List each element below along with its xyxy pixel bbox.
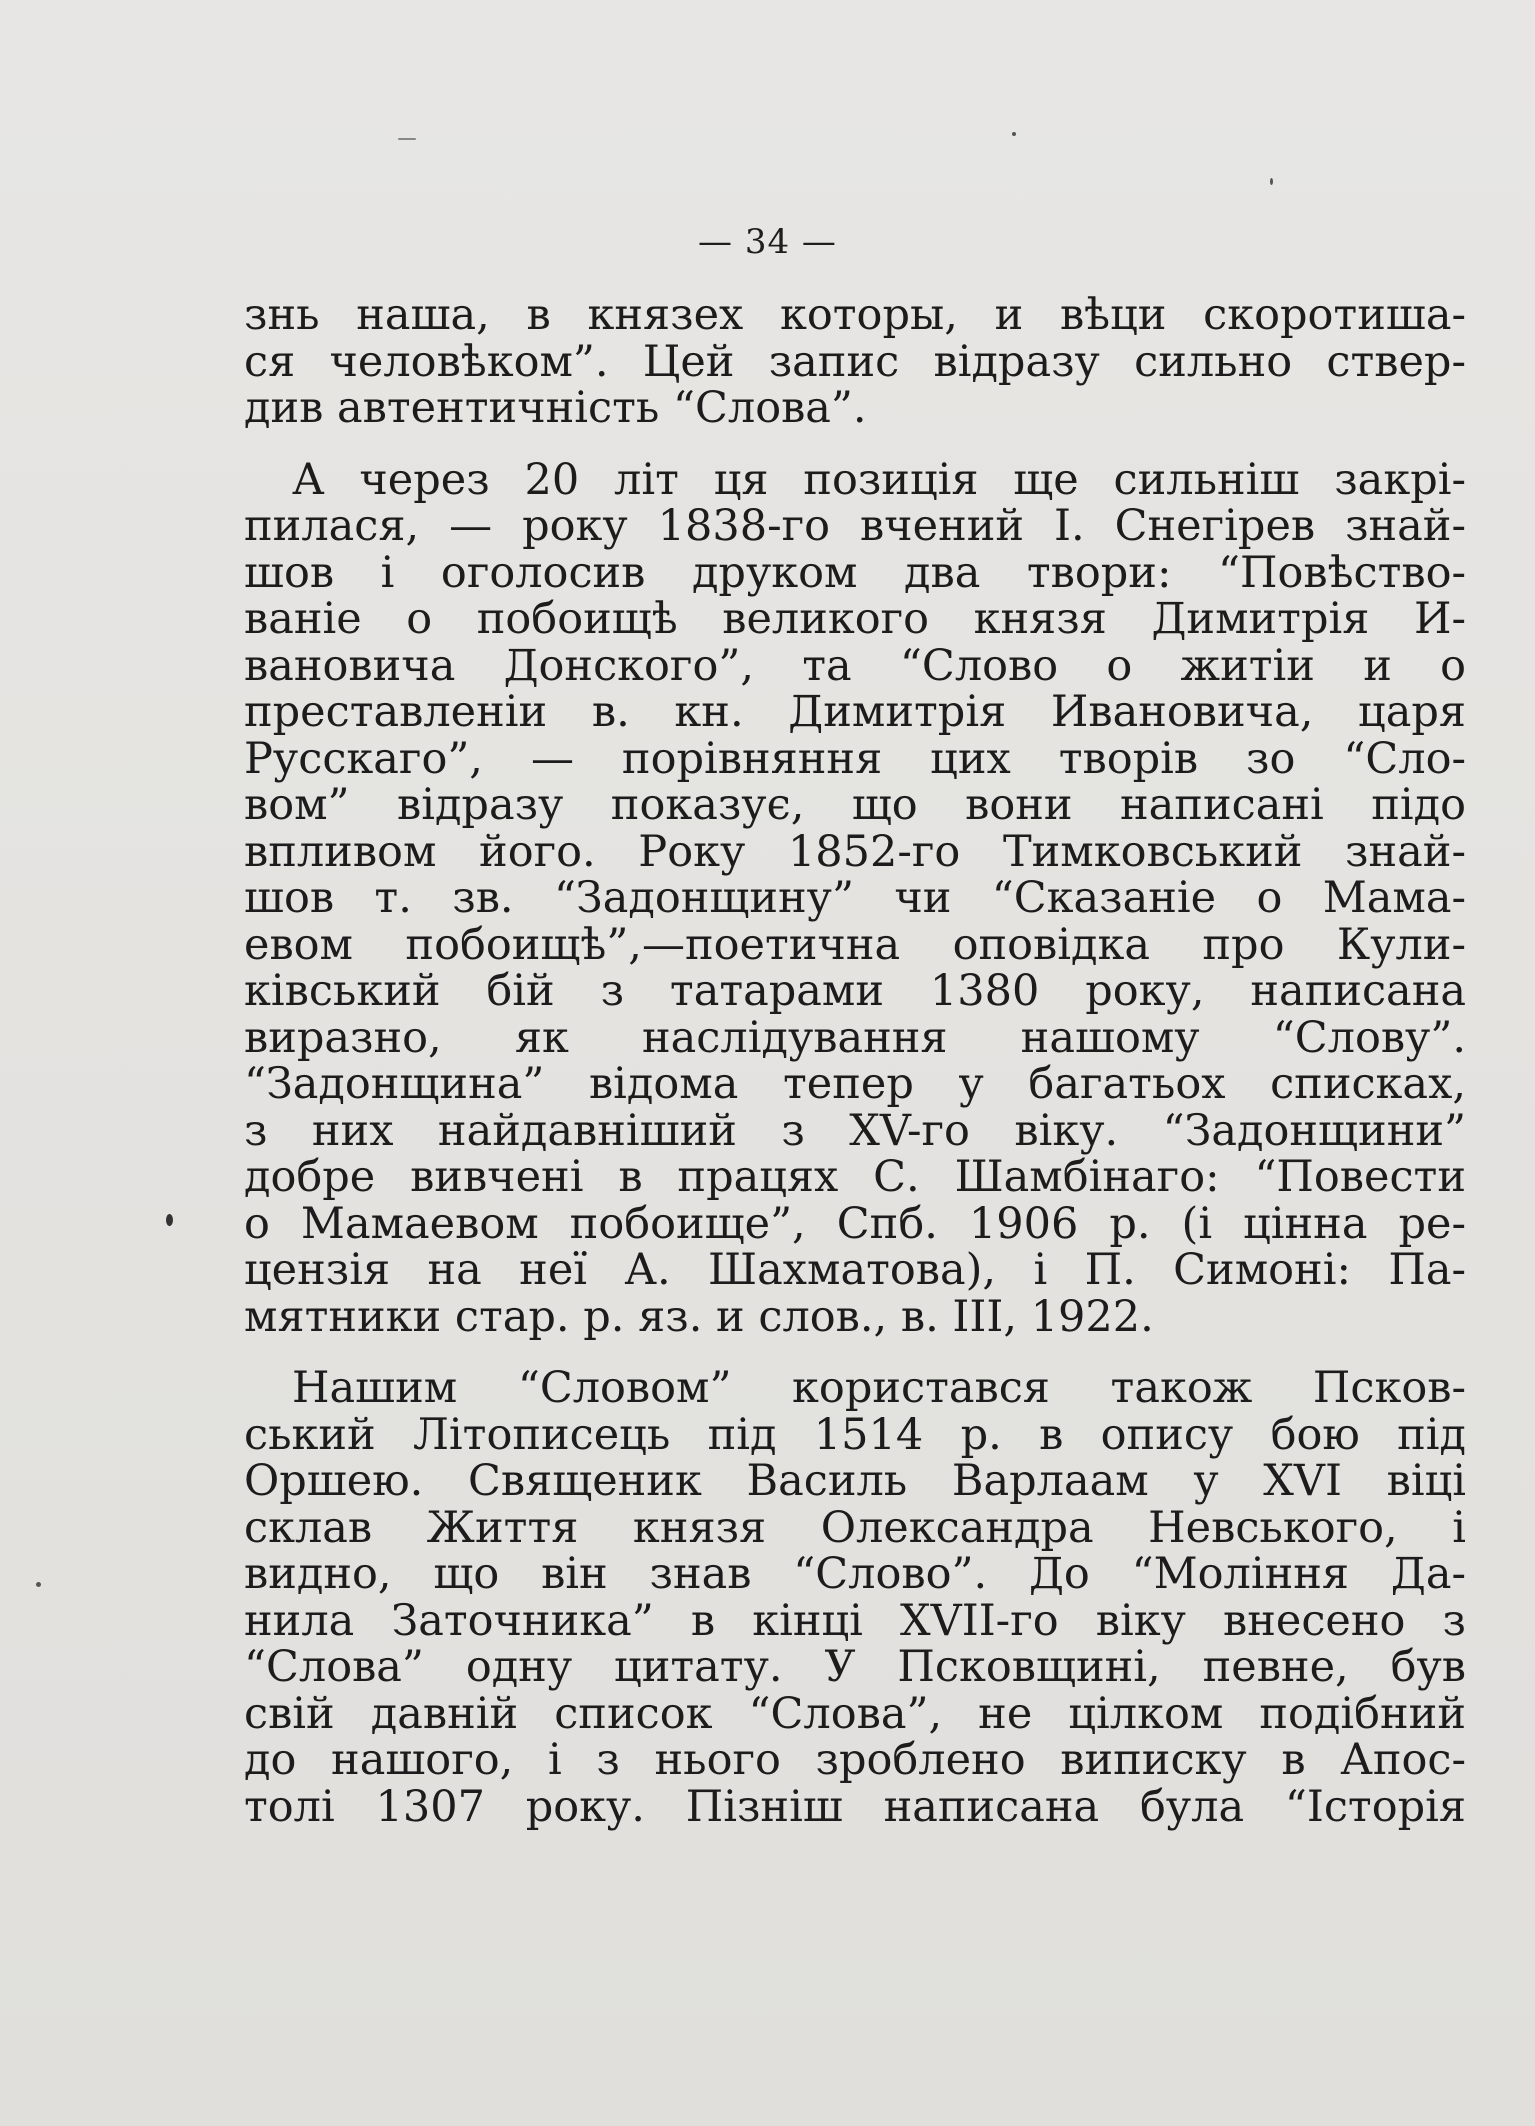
scan-speck <box>398 138 416 140</box>
text-line: з них найдавніший з XV-го віку. “Задонщини” <box>244 1105 1466 1156</box>
text-line: ся человѣком”. Цей запис відразу сильно ствер- <box>244 336 1466 387</box>
text-line: ківський бій з татарами 1380 року, написана <box>244 966 1466 1016</box>
text-line: о Мамаевом побоище”, Спб. 1906 р. (і цінна ре- <box>244 1198 1466 1249</box>
scan-speck <box>1012 132 1016 136</box>
text-line: шов і оголосив друком два твори: “Повѣство- <box>244 547 1466 598</box>
text-line: добре вивчені в працях С. Шамбінаго: “Повести <box>244 1152 1466 1202</box>
text-line: знь наша, в князех которы, и вѣци скоротиша- <box>244 290 1466 340</box>
text-line: склав Життя князя Олександра Невського, і <box>244 1502 1466 1553</box>
paragraph-1 <box>244 292 1466 432</box>
text-line: вановича Донского”, та “Слово о житіи и о <box>244 640 1466 691</box>
page-number: — 34 — <box>698 222 837 262</box>
text-line: нила Заточника” в кінці XVII-го віку внесено з <box>244 1595 1466 1646</box>
text-line: шов т. зв. “Задонщину” чи “Сказаніе о Мама- <box>244 873 1466 923</box>
paragraph-2 <box>244 454 1466 1342</box>
text-line: див автентичність “Слова”. <box>244 383 867 433</box>
text-line: А через 20 літ ця позиція ще сильніш закрі- <box>292 454 1466 505</box>
text-line: пилася, — року 1838-го вчений І. Снегірев знай- <box>244 501 1466 551</box>
scan-speck <box>1270 178 1273 185</box>
text-line: впливом його. Року 1852-го Тимковський знай- <box>244 826 1466 877</box>
body-text <box>244 292 1466 1830</box>
text-line: видно, що він знав “Слово”. До “Моління Да- <box>244 1549 1466 1599</box>
text-line: Русскаго”, — порівняння цих творів зо “Сло- <box>244 733 1466 784</box>
text-line: свій давній список “Слова”, не цілком подібний <box>244 1688 1466 1739</box>
paragraph-gap <box>244 432 1466 457</box>
text-line: Нашим “Словом” користався також Псков- <box>292 1363 1466 1413</box>
text-line: мятники стар. р. яз. и слов., в. III, 1922. <box>244 1291 1154 1342</box>
text-line: евом побоищѣ”,—поетична оповідка про Кули- <box>244 919 1466 970</box>
paragraph-3 <box>244 1365 1466 1830</box>
paragraph-gap <box>244 1340 1466 1365</box>
text-line: “Задонщина” відома тепер у багатьох списках, <box>244 1059 1466 1109</box>
text-line: Оршею. Священик Василь Варлаам у XVI віці <box>244 1456 1466 1506</box>
text-line: толі 1307 року. Пізніш написана була “Історія <box>244 1781 1466 1832</box>
text-line: виразно, як наслідування нашому “Слову”. <box>244 1012 1466 1063</box>
scan-speck <box>166 1214 173 1226</box>
scan-speck <box>36 1582 41 1587</box>
text-line: ваніе о побоищѣ великого князя Димитрія И- <box>244 594 1466 644</box>
text-line: преставленіи в. кн. Димитрія Ивановича, царя <box>244 687 1466 737</box>
text-line: цензія на неї А. Шахматова), і П. Симоні: Па- <box>244 1245 1466 1295</box>
text-line: “Слова” одну цитату. У Псковщині, певне, був <box>244 1642 1466 1692</box>
text-line: ський Літописець під 1514 р. в опису бою під <box>244 1409 1466 1460</box>
text-line: до нашого, і з нього зроблено виписку в Апос- <box>244 1735 1466 1785</box>
text-line: вом” відразу показує, що вони написані підо <box>244 780 1466 830</box>
